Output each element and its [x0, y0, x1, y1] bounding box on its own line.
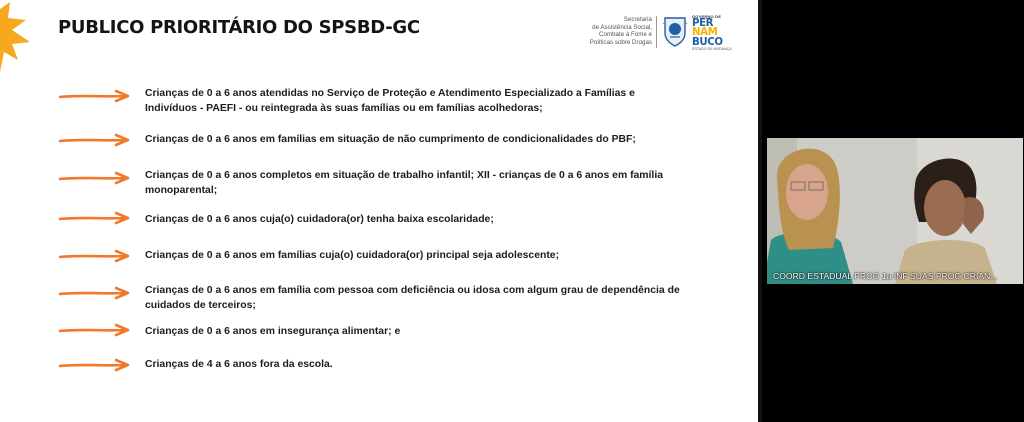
- list-item-text: Crianças de 0 a 6 anos atendidas no Serviço de Proteção e Atendimento Especializado a Famílias e Indivíduos - PAEFI - ou reintegrada às suas famílias ou em famílias acolhedoras;: [145, 88, 635, 114]
- sun-decoration-icon: [0, 0, 34, 78]
- secretaria-text: Secretaria de Assistência Social, Combate à Fome e Políticas sobre Drogas: [589, 16, 652, 46]
- slide-title: PUBLICO PRIORITÁRIO DO SPSBD-GC: [58, 17, 420, 38]
- panel-divider[interactable]: [758, 0, 762, 422]
- list-item-text: Crianças de 0 a 6 anos em famílias cuja(o) cuidadora(or) principal seja adolescente;: [145, 250, 560, 261]
- list-item-text: Crianças de 0 a 6 anos completos em situação de trabalho infantil; XII - crianças de 0 a 6 anos em família monoparental;: [145, 170, 663, 196]
- list-item-text: Crianças de 0 a 6 anos em famílias em situação de não cumprimento de condicionalidades do PBF;: [145, 134, 636, 145]
- arrow-icon: [58, 249, 134, 263]
- arrow-icon: [58, 286, 134, 300]
- arrow-icon: [58, 89, 134, 103]
- arrow-icon: [58, 211, 134, 225]
- arrow-icon: [58, 358, 134, 372]
- participant-video-tile[interactable]: [767, 138, 1023, 284]
- participant-video-icon: [767, 138, 1023, 284]
- priority-list: [58, 0, 738, 422]
- arrow-icon: [58, 133, 134, 147]
- participant-name: COORD ESTADUAL PROG 1a INF SUAS PROG CRIAN...: [773, 271, 998, 281]
- list-item-text: Crianças de 0 a 6 anos em família com pessoa com deficiência ou idosa com algum grau de dependência de cuidados de terceiros;: [145, 285, 680, 311]
- pernambuco-brand-logo: GOVERNO DE PER NAM BUCO ESTADO DE MUDANÇA: [692, 14, 732, 52]
- list-item-text: Crianças de 4 a 6 anos fora da escola.: [145, 359, 333, 370]
- arrow-icon: [58, 323, 134, 337]
- list-item-text: Crianças de 0 a 6 anos em insegurança alimentar; e: [145, 326, 401, 337]
- list-item-text: Crianças de 0 a 6 anos cuja(o) cuidadora(or) tenha baixa escolaridade;: [145, 214, 494, 225]
- arrow-icon: [58, 171, 134, 185]
